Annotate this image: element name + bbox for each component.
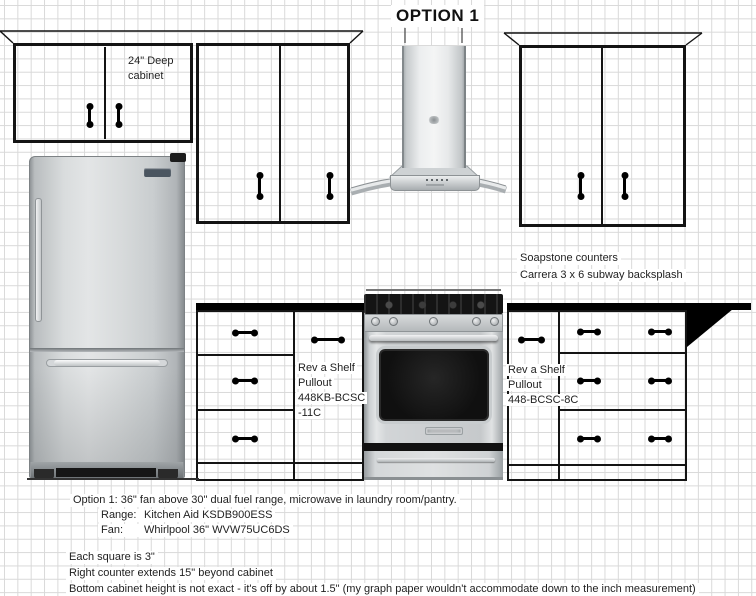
counters-note-line1: Soapstone counters	[517, 252, 621, 265]
range-knob-icon	[389, 317, 398, 326]
counters-note-line2: Carrera 3 x 6 subway backsplash	[517, 269, 686, 282]
fan-spec	[98, 524, 293, 537]
pullout-right-line: Rev a Shelf	[508, 364, 565, 376]
oven-handle-icon	[369, 335, 498, 341]
range-knob-icon	[472, 317, 481, 326]
pullout-left-line: 448KB-BCSC	[298, 392, 366, 404]
page-title: OPTION 1	[391, 5, 484, 27]
upper-cabinet-label-line2: cabinet	[128, 70, 164, 82]
oven-window	[379, 349, 489, 421]
fan-spec-value: Whirlpool 36" WVW75UC6DS	[144, 524, 290, 536]
pullout-left-label	[296, 362, 367, 422]
range-storage-drawer	[364, 451, 503, 477]
pullout-left-line: Rev a Shelf	[298, 362, 355, 374]
drawer-handle-icon	[377, 458, 495, 462]
hood-control-buttons-icon	[426, 179, 450, 181]
scale-note: Each square is 3"	[66, 551, 158, 564]
pullout-right-line: Pullout	[508, 379, 542, 391]
hood-canopy-panel	[390, 175, 480, 191]
range-bottom-edge	[364, 477, 503, 480]
range-cooktop	[364, 294, 503, 314]
pullout-left-line: Pullout	[298, 377, 332, 389]
range-spec-label: Range:	[101, 509, 137, 521]
pullout-left-line: -11C	[298, 407, 322, 419]
pullout-right-label	[506, 364, 580, 409]
option-summary: Option 1: 36" fan above 30" dual fuel range, microwave in laundry room/pantry.	[70, 494, 460, 507]
range-back-edge	[366, 289, 501, 291]
range-knob-icon	[490, 317, 499, 326]
hood-brand-mark	[426, 184, 444, 186]
hood-chimney	[402, 46, 466, 168]
upper-cabinet-label-line1: 24" Deep	[128, 55, 174, 67]
counter-note: Right counter extends 15" beyond cabinet	[66, 567, 276, 580]
fridge-door-handle-icon	[35, 198, 42, 322]
pullout-right-line: 448-BCSC-8C	[508, 394, 579, 406]
fridge-door-gap	[30, 348, 184, 352]
kitchenaid-badge	[425, 427, 463, 435]
fridge-base-recess	[56, 468, 156, 477]
range-trim-band	[364, 443, 503, 451]
range-knob-icon	[429, 317, 438, 326]
freezer-drawer	[30, 368, 184, 462]
whirlpool-logo	[428, 116, 440, 124]
maytag-badge	[144, 168, 171, 177]
fridge-hinge-icon	[170, 153, 186, 162]
freezer-handle-icon	[46, 359, 168, 367]
range-spec	[98, 509, 275, 522]
fan-spec-label: Fan:	[101, 524, 124, 536]
upper-cabinet-label	[126, 55, 176, 85]
range-knob-icon	[371, 317, 380, 326]
range-spec-value: Kitchen Aid KSDB900ESS	[144, 509, 273, 521]
height-note: Bottom cabinet height is not exact - it's off by about 1.5" (my graph paper wouldn't accommodate down to the inch measurement)	[66, 583, 699, 596]
floor-line	[27, 478, 199, 480]
